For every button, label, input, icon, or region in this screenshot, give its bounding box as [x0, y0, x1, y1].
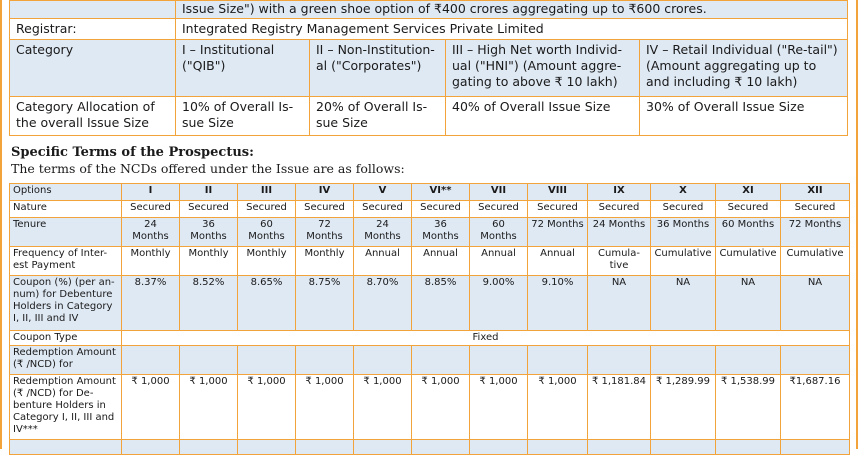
category-cell: I – Institutional ("QIB") — [176, 40, 310, 97]
frequency-cell: Annual — [470, 247, 528, 276]
frequency-cell: Annual — [412, 247, 470, 276]
next-cell — [180, 440, 238, 455]
allocation-cell: 40% of Overall Issue Size — [446, 97, 640, 136]
section-intro: The terms of the NCDs offered under the Issue are as follows: — [11, 161, 405, 176]
tenure-cell: 24 Months — [122, 218, 180, 247]
coupon-cell: 8.70% — [354, 276, 412, 331]
tenure-cell: 72 Months — [296, 218, 354, 247]
nature-cell: Secured — [781, 201, 850, 218]
allocation-label: Category Allocation of the overall Issue Size — [10, 97, 176, 136]
nature-cell: Secured — [354, 201, 412, 218]
redemption-row — [10, 375, 850, 440]
options-cell: III — [238, 184, 296, 201]
redemption-cell: ₹ 1,000 — [354, 375, 412, 440]
issue-size-label-cell — [10, 1, 176, 19]
coupon-label: Coupon (%) (per an-num) for Debenture Holders in Category I, II, III and IV — [10, 276, 122, 331]
issue-size-continuation: Issue Size") with a green shoe option of ₹400 crores aggregating up to ₹600 crores. — [176, 1, 848, 19]
tenure-cell: 72 Months — [528, 218, 588, 247]
redemption-partial-cell — [180, 346, 238, 375]
redemption-partial-cell — [716, 346, 781, 375]
next-cell — [238, 440, 296, 455]
nature-cell: Secured — [238, 201, 296, 218]
nature-cell: Secured — [122, 201, 180, 218]
options-cell: VIII — [528, 184, 588, 201]
coupon-cell: 8.75% — [296, 276, 354, 331]
frequency-cell: Monthly — [296, 247, 354, 276]
coupon-cell: NA — [651, 276, 716, 331]
redemption-cell: ₹1,687.16 — [781, 375, 850, 440]
redemption-cell: ₹ 1,000 — [122, 375, 180, 440]
redemption-partial-label: Redemption Amount (₹ /NCD) for — [10, 346, 122, 375]
registrar-value: Integrated Registry Management Services Private Limited — [176, 19, 848, 40]
tenure-cell: 60 Months — [470, 218, 528, 247]
redemption-partial-cell — [588, 346, 651, 375]
nature-cell: Secured — [651, 201, 716, 218]
frequency-cell: Cumulative — [716, 247, 781, 276]
coupon-cell: NA — [716, 276, 781, 331]
coupon-cell: 9.00% — [470, 276, 528, 331]
coupon-cell: 9.10% — [528, 276, 588, 331]
allocation-row — [10, 97, 848, 136]
frequency-cell: Cumulative — [651, 247, 716, 276]
next-row — [10, 440, 850, 455]
redemption-partial-cell — [781, 346, 850, 375]
redemption-cell: ₹ 1,000 — [238, 375, 296, 440]
next-cell — [588, 440, 651, 455]
frequency-row — [10, 247, 850, 276]
nature-cell: Secured — [470, 201, 528, 218]
next-cell — [412, 440, 470, 455]
frequency-cell: Monthly — [122, 247, 180, 276]
section-heading: Specific Terms of the Prospectus: — [11, 145, 254, 160]
tenure-cell: 24 Months — [354, 218, 412, 247]
redemption-cell: ₹ 1,000 — [180, 375, 238, 440]
terms-table-body — [10, 184, 850, 455]
category-cell: IV – Retail Individual ("Re-tail") (Amount aggregating up to and including ₹ 10 lakh) — [640, 40, 848, 97]
redemption-partial-cell — [238, 346, 296, 375]
redemption-partial-cell — [651, 346, 716, 375]
nature-row — [10, 201, 850, 218]
redemption-cell: ₹ 1,538.99 — [716, 375, 781, 440]
tenure-cell: 36 Months — [412, 218, 470, 247]
coupon-row — [10, 276, 850, 331]
next-cell — [470, 440, 528, 455]
coupon-cell: 8.85% — [412, 276, 470, 331]
category-cell: III – High Net worth Individ-ual ("HNI") (Amount aggre-gating to above ₹ 10 lakh) — [446, 40, 640, 97]
issue-details-table — [9, 0, 848, 136]
tenure-cell: 72 Months — [781, 218, 850, 247]
coupon-cell: NA — [588, 276, 651, 331]
nature-cell: Secured — [588, 201, 651, 218]
frequency-cell: Annual — [528, 247, 588, 276]
redemption-cell: ₹ 1,000 — [470, 375, 528, 440]
frequency-cell: Cumula-tive — [588, 247, 651, 276]
next-cell — [296, 440, 354, 455]
next-cell — [122, 440, 180, 455]
redemption-cell: ₹ 1,289.99 — [651, 375, 716, 440]
coupon-cell: 8.52% — [180, 276, 238, 331]
tenure-cell: 36 Months — [651, 218, 716, 247]
next-cell — [528, 440, 588, 455]
options-cell: I — [122, 184, 180, 201]
frequency-cell: Cumulative — [781, 247, 850, 276]
next-cell — [651, 440, 716, 455]
registrar-row — [10, 19, 848, 40]
options-cell: VII — [470, 184, 528, 201]
redemption-partial-cell — [470, 346, 528, 375]
redemption-partial-cell — [354, 346, 412, 375]
allocation-cell: 30% of Overall Issue Size — [640, 97, 848, 136]
coupon-type-value: Fixed — [122, 331, 850, 346]
next-cell — [354, 440, 412, 455]
allocation-cell: 10% of Overall Is-sue Size — [176, 97, 310, 136]
nature-cell: Secured — [716, 201, 781, 218]
coupon-cell: 8.37% — [122, 276, 180, 331]
redemption-partial-cell — [296, 346, 354, 375]
issue-size-row — [10, 1, 848, 19]
frequency-label: Frequency of Inter-est Payment — [10, 247, 122, 276]
category-row — [10, 40, 848, 97]
tenure-cell: 60 Months — [238, 218, 296, 247]
frequency-cell: Monthly — [238, 247, 296, 276]
nature-cell: Secured — [528, 201, 588, 218]
options-cell: IX — [588, 184, 651, 201]
nature-cell: Secured — [180, 201, 238, 218]
next-cell — [716, 440, 781, 455]
options-cell: IV — [296, 184, 354, 201]
options-cell: X — [651, 184, 716, 201]
coupon-cell: 8.65% — [238, 276, 296, 331]
redemption-label: Redemption Amount (₹ /NCD) for De-benture Holders in Category I, II, III and IV*** — [10, 375, 122, 440]
ncd-terms-table — [9, 183, 850, 455]
next-cell — [781, 440, 850, 455]
allocation-cell: 20% of Overall Is-sue Size — [310, 97, 446, 136]
options-cell: VI** — [412, 184, 470, 201]
tenure-cell: 60 Months — [716, 218, 781, 247]
coupon-type-row — [10, 331, 850, 346]
registrar-label: Registrar: — [10, 19, 176, 40]
redemption-partial-cell — [412, 346, 470, 375]
options-cell: XI — [716, 184, 781, 201]
redemption-cell: ₹ 1,000 — [296, 375, 354, 440]
coupon-cell: NA — [781, 276, 850, 331]
tenure-label: Tenure — [10, 218, 122, 247]
tenure-cell: 36 Months — [180, 218, 238, 247]
options-row — [10, 184, 850, 201]
next-label — [10, 440, 122, 455]
redemption-partial-row — [10, 346, 850, 375]
redemption-cell: ₹ 1,000 — [412, 375, 470, 440]
redemption-cell: ₹ 1,181.84 — [588, 375, 651, 440]
options-cell: V — [354, 184, 412, 201]
tenure-cell: 24 Months — [588, 218, 651, 247]
options-label: Options — [10, 184, 122, 201]
nature-cell: Secured — [412, 201, 470, 218]
redemption-partial-cell — [528, 346, 588, 375]
category-label: Category — [10, 40, 176, 97]
coupon-type-label: Coupon Type — [10, 331, 122, 346]
frequency-cell: Monthly — [180, 247, 238, 276]
nature-label: Nature — [10, 201, 122, 218]
category-cell: II – Non-Institution-al ("Corporates") — [310, 40, 446, 97]
redemption-cell: ₹ 1,000 — [528, 375, 588, 440]
redemption-partial-cell — [122, 346, 180, 375]
nature-cell: Secured — [296, 201, 354, 218]
frequency-cell: Annual — [354, 247, 412, 276]
options-cell: II — [180, 184, 238, 201]
tenure-row — [10, 218, 850, 247]
options-cell: XII — [781, 184, 850, 201]
